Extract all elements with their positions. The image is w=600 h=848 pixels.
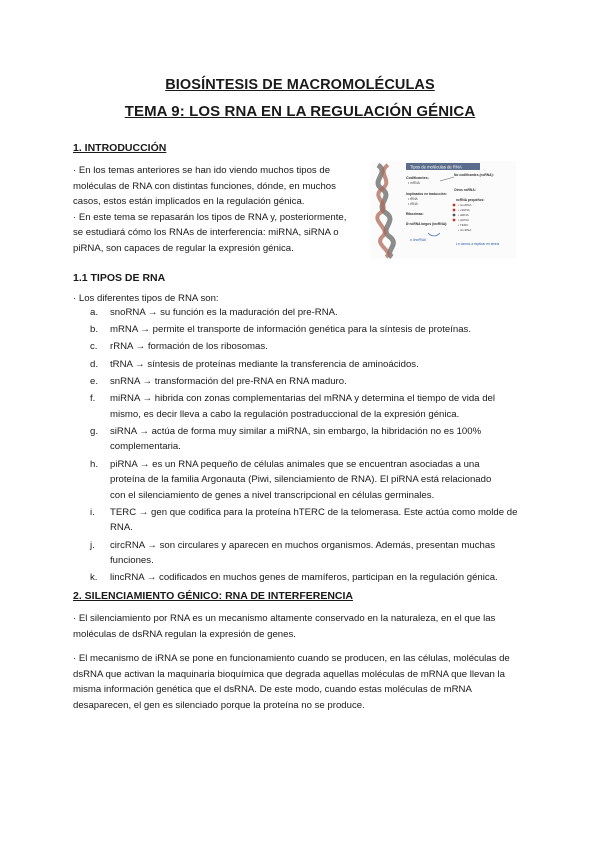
list-marker: c. [90,341,98,353]
fig-label-pequenos: ncRNA pequeños: [456,198,485,202]
list-item-line: mRNA → permite el transporte de información genética para la síntesis de proteínas. [110,324,472,336]
fig-label-implicados: Implicados en traducción: [406,192,447,196]
list-item-line: snRNA → transformación del pre-RNA en RNA maduro. [110,375,347,387]
list-marker: h. [90,458,99,470]
fig-handwritten-note: o lincRNA [410,238,426,242]
list-item-line: piRNA → es un RNA pequeño de células animales que se encuentran asociadas a una [110,458,480,470]
intro-line: moléculas de RNA con distintas funciones, dónde, en muchos [73,180,336,192]
list-item [73,305,533,321]
list-item-line: miRNA → hibrida con zonas complementarias del mRNA y determina el tiempo de vida del [110,392,495,404]
list-marker: k. [90,572,98,584]
intro-line: se estudiará cómo los RNAs de interferencia: miRNA, siRNA o [73,227,339,239]
tipos-intro: · Los diferentes tipos de RNA son: [73,293,219,304]
fig-label-tec: • TERC [458,223,469,227]
figure-title: Tipos de moléculas de RNA [410,164,462,170]
list-item [73,570,533,586]
list-marker: d. [90,358,99,370]
list-item [73,538,533,569]
fig-handwritten-note: Lo vamos a explicar en teoría [456,242,500,246]
list-item-line: TERC → gen que codifica para la proteína hTERC de la telomerasa. Este actúa como molde de [110,506,518,518]
list-item [73,339,533,355]
list-item-line: rRNA → formación de los ribosomas. [110,341,268,353]
list-item [73,391,533,422]
section-heading-silenciamiento: 2. SILENCIAMIENTO GÉNICO: RNA DE INTERFERENCIA [73,590,354,602]
silenciamiento-paragraph-2 [73,651,543,713]
fig-label-mirna: • miRNA [458,208,470,212]
section-heading-tipos: 1.1 TIPOS DE RNA [73,272,166,284]
list-item [73,374,533,390]
list-marker: i. [90,506,95,518]
list-marker: g. [90,425,99,437]
rna-helix-image [377,165,393,257]
fig-label-snorna: • snoRNA [458,203,472,207]
paragraph-line: desaparecen, el gen es silenciado porque la proteína no se produce. [73,699,365,711]
intro-line: piRNA, son capaces de regular la expresión génica. [73,242,294,254]
list-marker: f. [90,392,96,404]
list-item-line: circRNA → son circulares y aparecen en muchos organismos. Además, presentan muchas [110,539,495,551]
paragraph-line: · El silenciamiento por RNA es un mecanismo altamente conservado en la naturaleza, en el que las [73,613,496,624]
section-heading-introduccion: 1. INTRODUCCIÓN [73,142,167,154]
paragraph-line: misma información genética que el dsRNA. De este modo, cuando estas moléculas de mRNA [73,684,472,696]
document-title: BIOSÍNTESIS DE MACROMOLÉCULAS [165,77,435,93]
rna-types-figure [370,161,516,259]
list-item [73,357,533,373]
intro-paragraph [73,163,363,257]
list-item-line: proteína de la familia Argonauta (Piwi, silenciamiento de RNA). El piRNA está relacionado [110,474,492,486]
list-item [73,457,533,504]
list-item-line: snoRNA → su función es la maduración del pre-RNA. [110,307,338,318]
fig-label-lncrna: Ø ncRNA largos (lncRNA): [406,222,448,226]
list-item [73,322,533,338]
fig-label-rrna: • rRNA [408,202,418,206]
fig-label-ribozimas: Ribozimas: [406,212,424,216]
rna-types-list [73,305,533,588]
list-item-line: siRNA → actúa de forma muy similar a miRNA, sin embargo, la hibridación no es 100% [110,425,482,437]
fig-label-mrna: • mRNA [408,181,420,185]
list-item-line: funciones. [110,555,154,567]
fig-label-otros: Otros ncRNA: [454,188,476,192]
intro-line: casos, estos están implicados en la regulación génica. [73,196,305,208]
list-marker: j. [90,539,95,551]
list-item-line: tRNA → síntesis de proteínas mediante la transferencia de aminoácidos. [110,358,419,370]
intro-line: · En los temas anteriores se han ido viendo muchos tipos de [73,165,331,176]
list-item-line: lincRNA → codificados en muchos genes de mamíferos, participan en la regulación génica. [110,572,498,584]
list-marker: b. [90,324,99,336]
silenciamiento-paragraph-1 [73,611,543,642]
list-item-line: RNA. [110,522,133,534]
list-marker: e. [90,375,99,387]
fig-label-sirna: • siRNA [458,213,469,217]
fig-label-circ: • circRNA [458,228,472,232]
fig-label-trna: • tRNA [408,197,418,201]
list-item-line: complementaria. [110,441,181,453]
paragraph-line: · El mecanismo de iRNA se pone en funcionamiento cuando se producen, en las células, moléculas de [73,653,510,664]
topic-title: TEMA 9: LOS RNA EN LA REGULACIÓN GÉNICA [124,103,476,120]
paragraph-line: moléculas de dsRNA regulan la expresión de genes. [73,628,296,640]
fig-label-codificantes: Codificantes: [406,176,429,180]
paragraph-line: dsRNA que activan la maquinaria bioquímica que degrada aquellas moléculas de mRNA que llevan la [73,668,505,680]
list-item [73,424,533,455]
intro-line: · En este tema se repasarán los tipos de RNA y, posteriormente, [73,211,347,223]
list-item-line: mismo, es decir lleva a cabo la regulación postraduccional de la expresión génica. [110,408,460,420]
list-item [73,505,533,536]
list-marker: a. [90,307,99,318]
fig-label-no-codificantes: No codificantes (ncRNA): [454,173,494,177]
list-item-line: con el silenciamiento de genes a nivel transcripcional en células germinales. [110,489,435,501]
fig-label-pirna: • piRNA [458,218,469,222]
